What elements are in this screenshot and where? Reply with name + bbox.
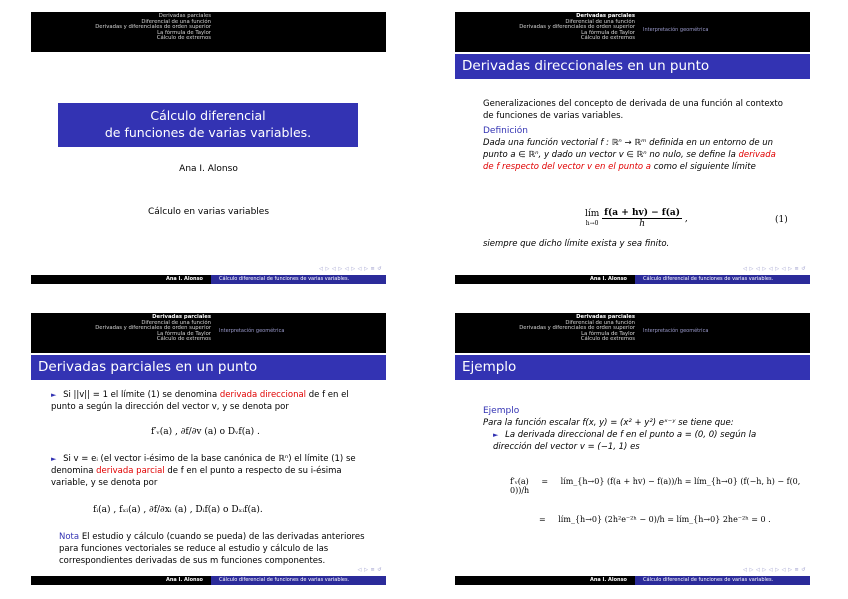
nav-section-5[interactable]: Cálculo de extremos xyxy=(156,336,211,343)
slide-body xyxy=(483,98,783,173)
footer-title: Cálculo diferencial de funciones de varias variables. xyxy=(219,276,350,282)
nav-section-1[interactable]: Derivadas parciales xyxy=(152,314,211,320)
frame-title-bar xyxy=(455,355,810,380)
frame-title-bar xyxy=(455,54,810,79)
bullet-triangle-icon: ► xyxy=(51,391,57,399)
example-bullet: ► La derivada direccional de f en el punto a = (0, 0) según la dirección del vector v = (−1, 1) es xyxy=(493,430,757,452)
nav-section-3[interactable]: Derivadas y diferenciales de orden superior xyxy=(95,24,211,31)
nota: Nota El estudio y cálculo (cuando se pueda) de las derivadas anteriores para funciones vectoriales se reduce al estudio y cálculo de las correspondientes derivadas de sus m funciones componentes. xyxy=(59,532,365,566)
frame-title-bar xyxy=(31,355,386,380)
nav-section-1[interactable]: Derivadas parciales xyxy=(576,314,635,320)
nav-section-1[interactable]: Derivadas parciales xyxy=(576,13,635,19)
footer xyxy=(31,275,386,284)
footer-title: Cálculo diferencial de funciones de varias variables. xyxy=(643,276,774,282)
nav-section-1[interactable]: Derivadas parciales xyxy=(158,13,211,19)
footer xyxy=(455,275,810,284)
footer-title: Cálculo diferencial de funciones de varias variables. xyxy=(643,577,774,583)
footer xyxy=(31,576,386,585)
footer-author: Ana I. Alonso xyxy=(589,276,627,282)
nav-section-3[interactable]: Derivadas y diferenciales de orden superior xyxy=(519,325,635,332)
slide-title xyxy=(31,12,386,284)
beamer-nav-icons[interactable]: ◁ ▷ ◁ ▷ ◁ ▷ ◁ ▷ ≡ ↺ xyxy=(743,567,806,573)
formula-direccional: f′ᵥ(a) , ∂f/∂v (a) o Dᵥf(a) . xyxy=(151,427,260,437)
footer xyxy=(455,576,810,585)
formula-1: lím h→0 $\frac{f(a + hv) - f(a)}{h}$ , xyxy=(585,208,688,229)
example-line: Para la función escalar f(x, y) = (x² + y²) eˣ⁻ʸ se tiene que: xyxy=(483,418,734,428)
definition-label: Definición xyxy=(483,126,528,136)
nav-section-3[interactable]: Derivadas y diferenciales de orden superior xyxy=(95,325,211,332)
section-nav xyxy=(455,315,635,343)
title-line-1: Cálculo diferencial xyxy=(150,108,266,123)
closing-text: siempre que dicho límite exista y sea finito. xyxy=(483,239,670,249)
frame-title: Derivadas direccionales en un punto xyxy=(462,58,710,74)
definition-highlight: derivada de f respecto del vector v en el punto a xyxy=(483,150,776,172)
beamer-nav-icons[interactable]: ◁ ▷ ◁ ▷ ◁ ▷ ◁ ▷ ≡ ↺ xyxy=(319,266,382,272)
nav-header xyxy=(455,313,810,353)
example-block xyxy=(483,405,793,453)
nav-section-2[interactable]: Diferencial de una función xyxy=(565,319,635,326)
nav-section-4[interactable]: La fórmula de Taylor xyxy=(157,330,211,337)
example-row-2: = lím_{h→0} (2h²e⁻²ʰ − 0)/h = lím_{h→0} 2he⁻²ʰ = 0 . xyxy=(539,515,771,524)
frame-title: Derivadas parciales en un punto xyxy=(38,359,258,375)
bullet-2: ► Si v = eᵢ (el vector i-ésimo de la base canónica de ℝⁿ) el límite (1) se denomina derivada parcial de f en el punto a respecto de su i-ésima variable, y se denota por xyxy=(51,454,356,488)
nav-section-5[interactable]: Cálculo de extremos xyxy=(580,35,635,42)
example-row-1: f′ᵥ(a) = lím_{h→0} (f(a + hv) − f(a))/h = lím_{h→0} (f(−h, h) − f(0, 0))/h xyxy=(510,477,801,495)
nav-section-5[interactable]: Cálculo de extremos xyxy=(156,35,211,42)
frame-title: Ejemplo xyxy=(462,359,517,375)
bullet-triangle-icon: ► xyxy=(493,431,499,439)
highlight-direccional: derivada direccional xyxy=(219,390,307,400)
nav-section-4[interactable]: La fórmula de Taylor xyxy=(157,29,211,36)
title-box xyxy=(58,103,358,147)
nav-subsection[interactable]: Interpretación geométrica xyxy=(219,328,285,334)
beamer-nav-icons[interactable]: ◁ ▷ ◁ ▷ ◁ ▷ ◁ ▷ ≡ ↺ xyxy=(743,266,806,272)
nav-header xyxy=(455,12,810,52)
nav-section-4[interactable]: La fórmula de Taylor xyxy=(581,29,635,36)
nav-header xyxy=(31,313,386,353)
section-nav xyxy=(31,14,211,42)
nav-section-2[interactable]: Diferencial de una función xyxy=(141,18,211,25)
nav-section-5[interactable]: Cálculo de extremos xyxy=(580,336,635,343)
footer-author: Ana I. Alonso xyxy=(589,577,627,583)
title-line-2: de funciones de varias variables. xyxy=(104,125,312,140)
nav-section-4[interactable]: La fórmula de Taylor xyxy=(581,330,635,337)
equation-number: (1) xyxy=(775,215,788,225)
bullet-triangle-icon: ► xyxy=(51,455,57,463)
footer-author: Ana I. Alonso xyxy=(165,276,203,282)
nav-section-2[interactable]: Diferencial de una función xyxy=(141,319,211,326)
subtitle: Cálculo en varias variables xyxy=(147,207,270,217)
author: Ana I. Alonso xyxy=(179,164,238,174)
beamer-nav-icons[interactable]: ◁ ▷ ≡ ↺ xyxy=(357,567,382,573)
nav-header xyxy=(31,12,386,52)
nota-label: Nota xyxy=(59,532,80,542)
section-nav xyxy=(31,315,211,343)
section-nav xyxy=(455,14,635,42)
bullet-1: ► Si ||v|| = 1 el límite (1) se denomina derivada direccional de f en el punto a según la dirección del vector v, y se denota por xyxy=(51,390,349,412)
nav-section-3[interactable]: Derivadas y diferenciales de orden superior xyxy=(519,24,635,31)
nav-subsection[interactable]: Interpretación geométrica xyxy=(643,27,709,33)
nav-subsection[interactable]: Interpretación geométrica xyxy=(643,328,709,334)
footer-title: Cálculo diferencial de funciones de varias variables. xyxy=(219,577,350,583)
slide-derivadas-parciales xyxy=(31,313,386,585)
intro-text: Generalizaciones del concepto de derivada de una función al contexto de funciones de varias variables. xyxy=(483,99,783,121)
formula-parcial: fᵢ(a) , fₓᵢ(a) , ∂f/∂xᵢ (a) , Dᵢf(a) o Dₓᵢf(a). xyxy=(93,505,263,515)
example-label: Ejemplo xyxy=(483,406,520,416)
highlight-parcial: derivada parcial xyxy=(96,466,165,476)
nav-section-2[interactable]: Diferencial de una función xyxy=(565,18,635,25)
definition-text: Dada una función vectorial f : ℝⁿ → ℝᵐ definida en un entorno de un punto a ∈ ℝⁿ, y dado un vector v ∈ ℝⁿ no nulo, se define la derivada de f respecto del vector v en el punto a como el siguiente límite xyxy=(483,138,776,172)
footer-author: Ana I. Alonso xyxy=(165,577,203,583)
slide-ejemplo xyxy=(455,313,810,585)
slide-derivadas-direccionales xyxy=(455,12,810,284)
